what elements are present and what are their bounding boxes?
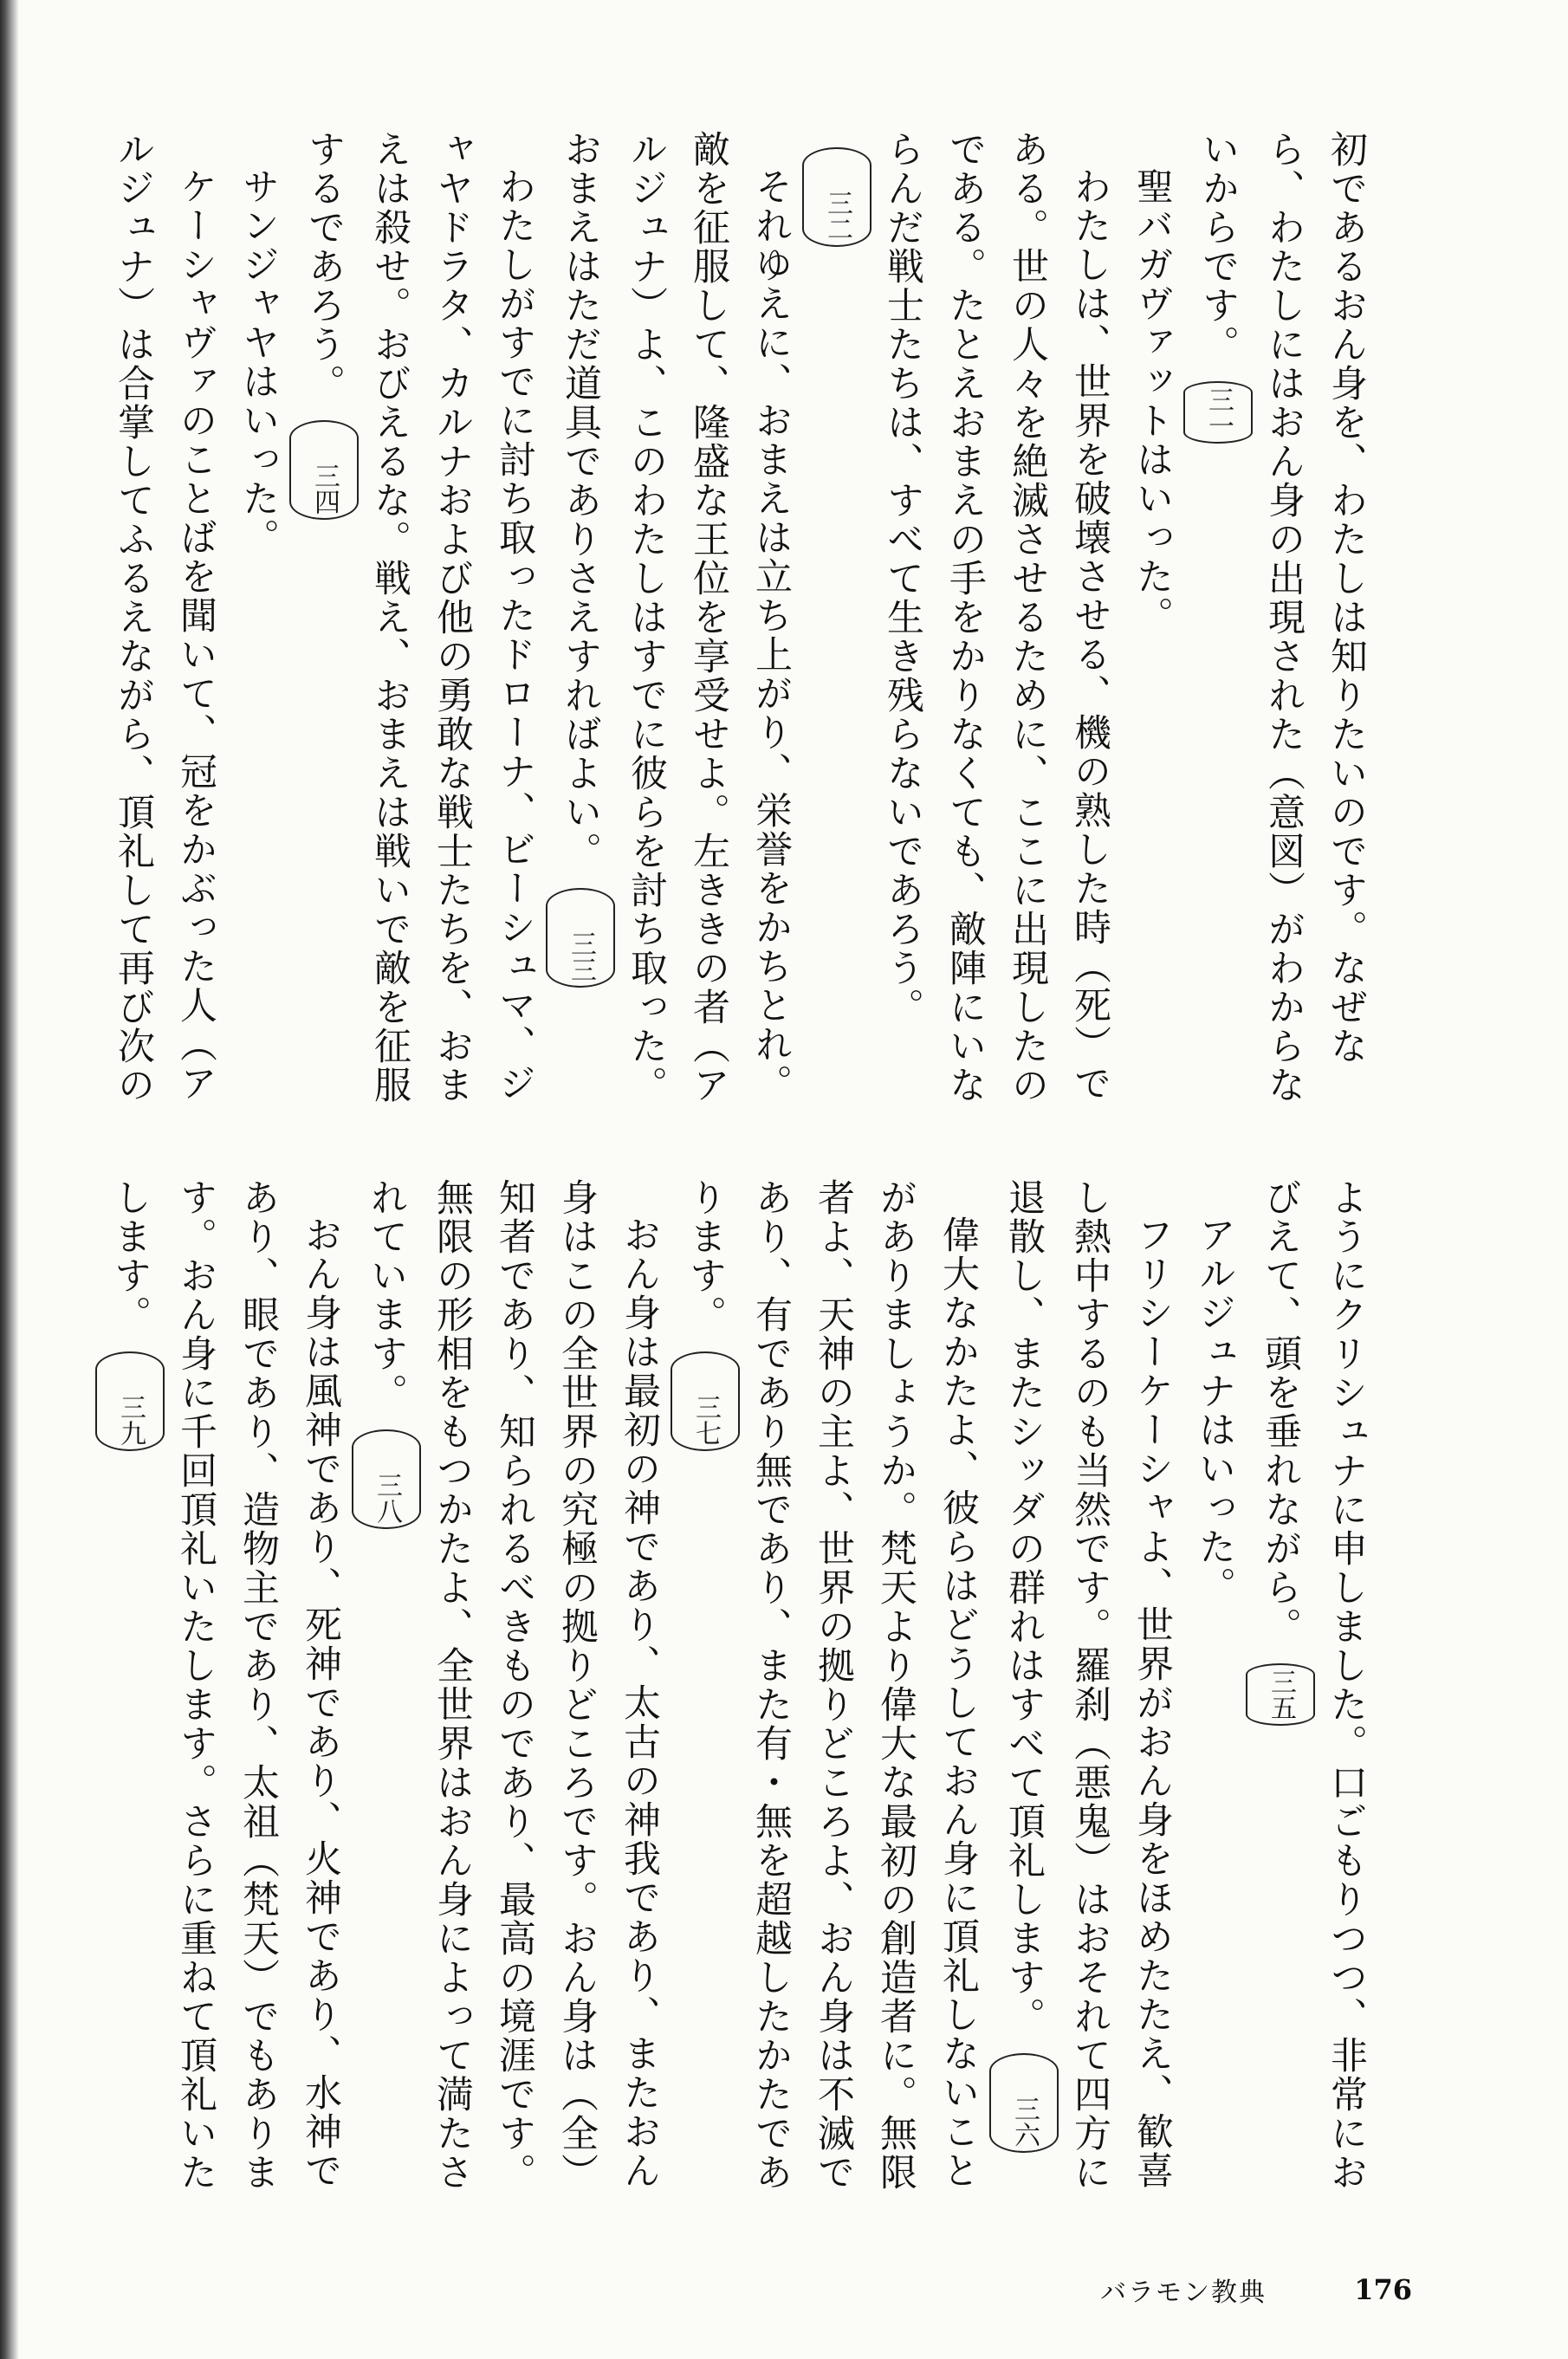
verse-number: 三七 xyxy=(671,1351,740,1451)
paragraph-34 xyxy=(289,130,546,1126)
verse-number: 三四 xyxy=(289,420,359,520)
paragraph-37 xyxy=(671,1178,989,2200)
paragraph-35-end xyxy=(1246,1178,1377,2200)
paragraph-39 xyxy=(95,1178,352,2200)
running-title: バラモン教典 xyxy=(1100,2278,1267,2308)
paragraph-text: それゆえに、おまえは立ち上がり、栄誉をかちとれ。敵を征服して、隆盛な王位を享受せよ。左ききの者（アルジュナ）よ、このわたしはすでに彼らを討ち取った。おまえはただ道具でありさえすればよい。 xyxy=(559,130,793,1105)
speaker-line: サンジャヤはいった。 xyxy=(236,167,280,557)
paragraph-text: ようにクリシュナに申しました。口ごもりつつ、非常におびえて、頭を垂れながら。 xyxy=(1259,1178,1368,2192)
paragraph-text: フリシーケーシャよ、世界がおん身をほめたたえ、歓喜し熱中するのも当然です。羅刹（悪鬼）はおそれて四方に退散し、またシッダの群れはすべて頂礼します。 xyxy=(1002,1178,1174,2192)
paragraph-38 xyxy=(352,1178,671,2200)
verse-number: 三八 xyxy=(352,1429,421,1529)
speaker-line: アルジュナはいった。 xyxy=(1193,1215,1236,1605)
speaker-line: 聖バガヴァットはいった。 xyxy=(1131,167,1174,635)
verse-number: 三五 xyxy=(1246,1663,1315,1726)
paragraph-text: おん身は風神であり、死神であり、火神であり、水神であり、眼であり、造物主であり、太祖（梵天）でもあります。おん身に千回頂礼いたします。さらに重ねて頂礼いたします。 xyxy=(108,1178,342,2192)
paragraph-text: 偉大なかたよ、彼らはどうしておん身に頂礼しないことがありましょうか。梵天より偉大な最初の創造者に。無限者よ、天神の主よ、世界の拠りどころよ、おん身は不滅であり、有であり無であり、また有・無を超越したかたであります。 xyxy=(684,1178,980,2192)
paragraph-text: わたしがすでに討ち取ったドローナ、ビーシュマ、ジャヤドラタ、カルナおよび他の勇敢な戦士たちを、おまえは殺せ。おびえるな。戦え、おまえは戦いで敵を征服するであろう。 xyxy=(302,130,536,1105)
page-footer xyxy=(1100,2268,1412,2311)
paragraph-text: おん身は最初の神であり、太古の神我であり、またおん身はこの全世界の究極の拠りどころです。おん身は（全）知者であり、知られるべきものであり、最高の境涯です。無限の形相をもつかたよ、全世界はおん身によって満たされています。 xyxy=(365,1178,661,2192)
verse-number: 三一 xyxy=(1183,381,1253,444)
verse-number: 三九 xyxy=(95,1351,165,1451)
verse-number: 三六 xyxy=(989,2053,1059,2153)
verse-number: 三二 xyxy=(802,147,871,247)
verse-number: 三三 xyxy=(546,888,615,988)
paragraph-31 xyxy=(1183,130,1377,1126)
book-spine-shadow xyxy=(0,0,19,2359)
page-number: 176 xyxy=(1354,2273,1412,2306)
upper-text-block xyxy=(112,130,1377,1126)
paragraph-35-start: ケーシャヴァのことばを聞いて、冠をかぶった人（アルジュナ）は合掌してふるえながら、頂礼して再び次の xyxy=(112,130,217,1105)
paragraph-33 xyxy=(546,130,802,1126)
paragraph-32 xyxy=(802,130,1121,1126)
paragraph-text: 初であるおん身を、わたしは知りたいのです。なぜなら、わたしにはおん身の出現された（意図）がわからないからです。 xyxy=(1196,130,1368,1105)
lower-text-block xyxy=(108,1178,1377,2200)
paragraph-36 xyxy=(989,1178,1183,2200)
paragraph-text: わたしは、世界を破壊させる、機の熟した時（死）である。世の人々を絶滅させるために、ここに出現したのである。たとえおまえの手をかりなくても、敵陣にいならんだ戦士たちは、すべて生き残らないであろう。 xyxy=(881,130,1111,1105)
